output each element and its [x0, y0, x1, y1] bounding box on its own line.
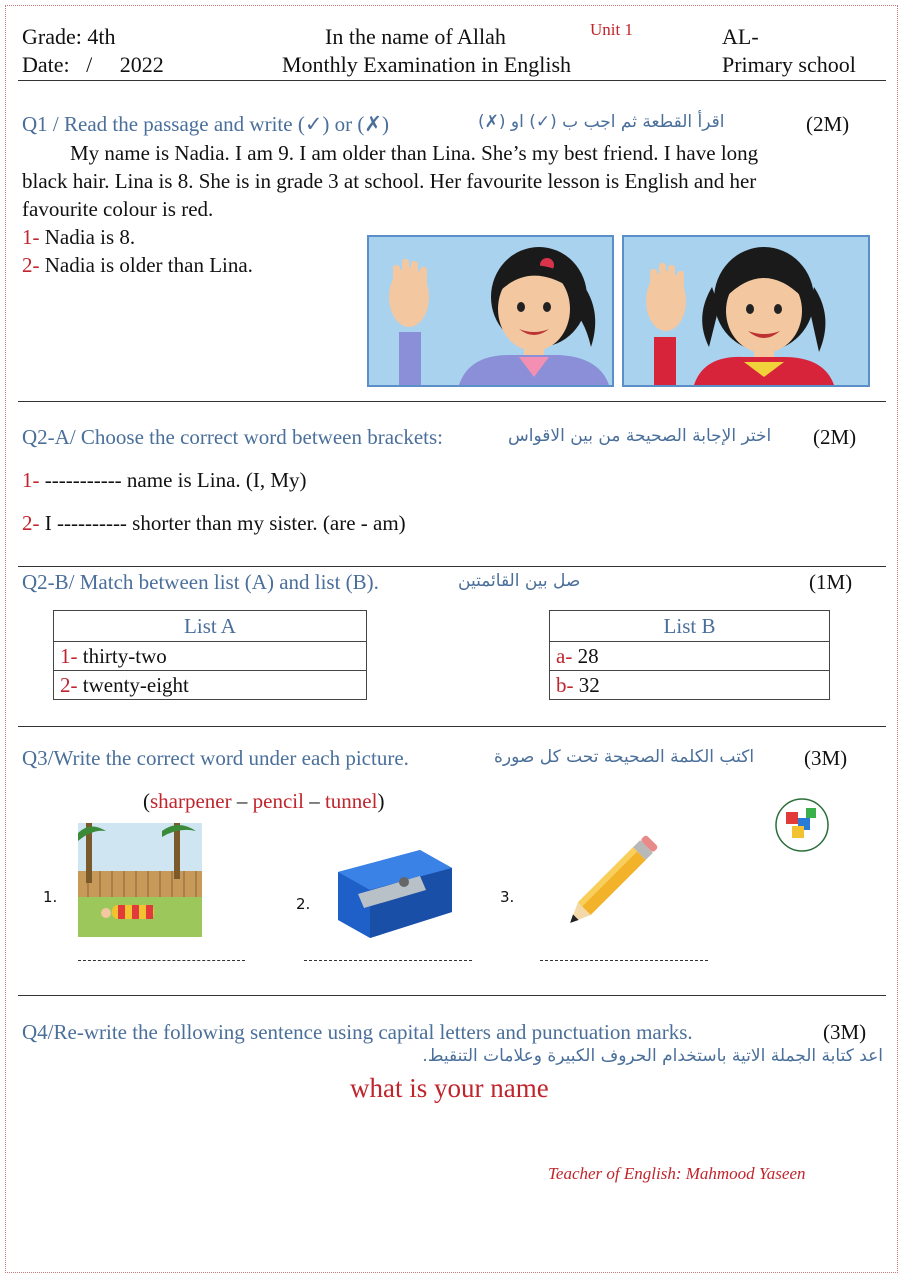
school-line2: Primary school — [722, 52, 856, 77]
list-a-row: 1- thirty-two — [54, 642, 367, 671]
q4-sentence: what is your name — [350, 1073, 549, 1103]
q3-marks: (3M) — [804, 746, 848, 770]
girl-picture-nadia — [367, 235, 614, 387]
tunnel-picture — [78, 823, 202, 937]
answer-line-3[interactable] — [540, 960, 708, 961]
publisher-logo-icon — [770, 796, 834, 854]
passage-line2: black hair. Lina is 8. She is in grade 3 at school. Her favourite lesson is English and her — [22, 169, 757, 193]
q3-arabic: اكتب الكلمة الصحيحة تحت كل صورة — [494, 747, 755, 767]
q4-arabic: اعد كتابة الجملة الاتية باستخدام الحروف الكبيرة وعلامات التنقيط. — [422, 1046, 883, 1066]
unit-label: Unit 1 — [590, 20, 633, 39]
q1-marks: (2M) — [806, 112, 850, 136]
list-b-row: b- 32 — [550, 671, 830, 700]
q1-item-1: 1- Nadia is 8. — [22, 225, 136, 249]
lina-illustration — [624, 237, 868, 385]
q1-arabic: اقرأ القطعة ثم اجب ب (✓) او (✗) — [478, 112, 725, 132]
pencil-picture — [558, 824, 670, 934]
teacher-signature: Teacher of English: Mahmood Yaseen — [548, 1164, 806, 1183]
answer-line-2[interactable] — [304, 960, 472, 961]
picture-3-label: 3. — [500, 888, 515, 906]
exam-title: Monthly Examination in English — [282, 52, 572, 77]
list-a-row: 2- twenty-eight — [54, 671, 367, 700]
list-b-table — [549, 610, 830, 700]
picture-2-label: 2. — [296, 895, 311, 913]
list-a-header: List A — [54, 611, 367, 642]
q2a-item-2: 2- I ---------- shorter than my sister. (are - am) — [22, 511, 406, 535]
school-line1: AL- — [722, 24, 759, 49]
q2a-title: Q2-A/ Choose the correct word between brackets: — [22, 425, 444, 449]
q2a-divider — [18, 566, 886, 567]
sharpener-picture — [330, 842, 458, 946]
q2b-title: Q2-B/ Match between list (A) and list (B). — [22, 570, 379, 594]
passage-line1: My name is Nadia. I am 9. I am older than Lina. She’s my best friend. I have long — [70, 141, 759, 165]
q4-marks: (3M) — [823, 1020, 867, 1044]
q2a-marks: (2M) — [813, 425, 857, 449]
q1-item-2: 2- Nadia is older than Lina. — [22, 253, 253, 277]
passage-line3: favourite colour is red. — [22, 197, 214, 221]
q2a-arabic: اختر الإجابة الصحيحة من بين الاقواس — [508, 426, 772, 446]
grade-label: Grade: 4th — [22, 24, 116, 49]
word-bank: (sharpener – pencil – tunnel) — [143, 789, 385, 813]
header-divider — [18, 80, 886, 81]
q1-title: Q1 / Read the passage and write (✓) or (✗) — [22, 112, 389, 136]
q3-title: Q3/Write the correct word under each picture. — [22, 746, 409, 770]
q2b-marks: (1M) — [809, 570, 853, 594]
girl-picture-lina — [622, 235, 870, 387]
answer-line-1[interactable] — [78, 960, 245, 961]
basmala: In the name of Allah — [325, 24, 506, 49]
q4-title: Q4/Re-write the following sentence using capital letters and punctuation marks. — [22, 1020, 693, 1044]
list-a-table — [53, 610, 367, 700]
q1-divider — [18, 401, 886, 402]
nadia-illustration — [369, 237, 612, 385]
list-b-header: List B — [550, 611, 830, 642]
picture-1-label: 1. — [43, 888, 58, 906]
date-label: Date: / 2022 — [22, 52, 164, 77]
q2b-divider — [18, 726, 886, 727]
q2b-arabic: صل بين القائمتين — [458, 571, 581, 591]
q3-divider — [18, 995, 886, 996]
q2a-item-1: 1- ----------- name is Lina. (I, My) — [22, 468, 307, 492]
list-b-row: a- 28 — [550, 642, 830, 671]
